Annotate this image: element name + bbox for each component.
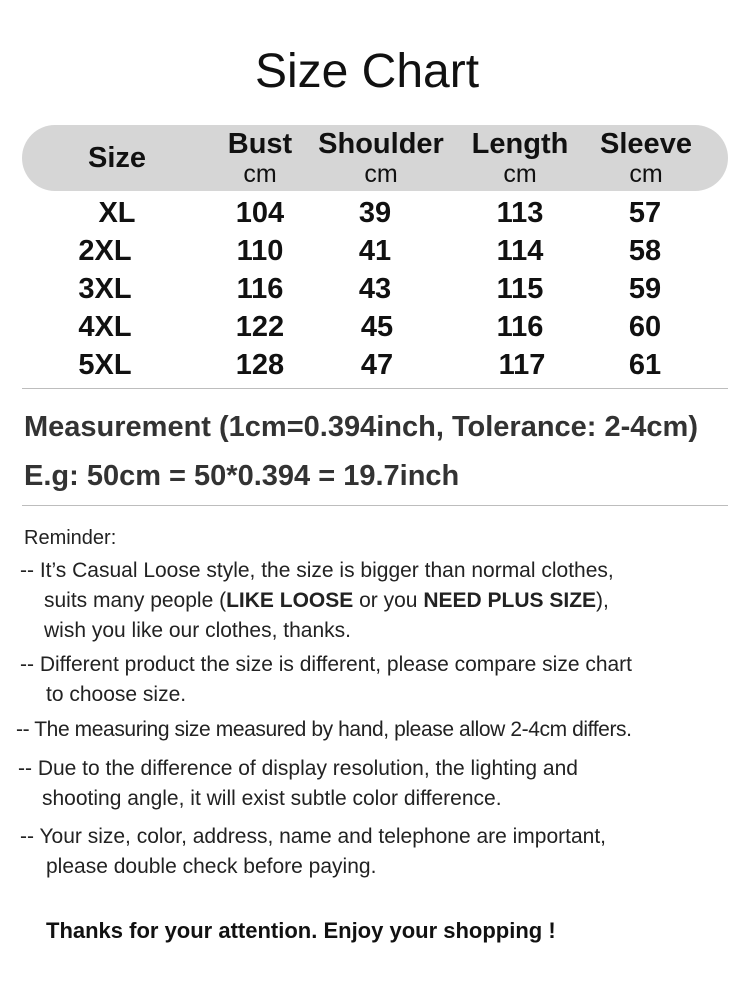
note-line: -- It’s Casual Loose style, the size is bigger than normal clothes, [20, 559, 614, 582]
header-sleeve [590, 128, 702, 188]
cell-length: 114 [496, 235, 544, 267]
header-length-label: Length [471, 128, 569, 160]
reminder-note-color [18, 754, 578, 814]
cell-shoulder: 39 [358, 197, 392, 229]
cell-shoulder: 41 [358, 235, 392, 267]
header-length-unit: cm [503, 160, 537, 188]
header-size: Size [87, 142, 147, 174]
note-text: suits many people ( [44, 589, 227, 612]
table-row [0, 308, 750, 346]
table-row [0, 346, 750, 384]
cell-bust: 110 [236, 235, 284, 267]
header-length [463, 128, 577, 188]
cell-size: XL [98, 197, 136, 229]
note-emphasis: LIKE LOOSE [226, 589, 354, 612]
cell-length: 113 [496, 197, 544, 229]
page-title: Size Chart [254, 45, 480, 98]
note-text: or you [353, 589, 424, 612]
cell-bust: 104 [235, 197, 285, 229]
note-line: to choose size. [46, 683, 187, 706]
note-line: wish you like our clothes, thanks. [44, 619, 351, 642]
cell-sleeve: 60 [628, 311, 662, 343]
cell-sleeve: 61 [628, 349, 662, 381]
cell-sleeve: 58 [628, 235, 662, 267]
cell-length: 116 [496, 311, 544, 343]
cell-bust: 116 [236, 273, 284, 305]
header-shoulder [310, 128, 452, 188]
header-shoulder-label: Shoulder [318, 128, 444, 160]
note-emphasis: NEED PLUS SIZE [423, 589, 597, 612]
conversion-example: E.g: 50cm = 50*0.394 = 19.7inch [24, 460, 460, 492]
reminder-note-measuring [16, 715, 632, 745]
divider [22, 388, 728, 389]
note-line [20, 586, 614, 616]
note-line: -- Different product the size is different, please compare size chart [20, 653, 633, 676]
header-shoulder-unit: cm [364, 160, 398, 188]
cell-shoulder: 47 [360, 349, 394, 381]
table-row [0, 194, 750, 232]
cell-sleeve: 59 [628, 273, 662, 305]
cell-length: 115 [496, 273, 544, 305]
cell-length: 117 [498, 349, 546, 381]
reminder-note-check [20, 822, 606, 882]
cell-size: 4XL [78, 311, 132, 343]
header-sleeve-label: Sleeve [600, 128, 692, 160]
cell-bust: 122 [235, 311, 285, 343]
reminder-note-product [20, 650, 632, 710]
thanks-message: Thanks for your attention. Enjoy your shopping ! [46, 918, 556, 943]
note-line: -- Due to the difference of display resolution, the lighting and [18, 757, 578, 780]
note-line: shooting angle, it will exist subtle color difference. [42, 787, 502, 810]
note-line: please double check before paying. [46, 855, 377, 878]
cell-size: 2XL [78, 235, 132, 267]
table-row [0, 232, 750, 270]
cell-sleeve: 57 [628, 197, 662, 229]
header-sleeve-unit: cm [629, 160, 663, 188]
header-bust-unit: cm [243, 160, 277, 188]
cell-shoulder: 43 [358, 273, 392, 305]
measurement-note: Measurement (1cm=0.394inch, Tolerance: 2-4cm) [24, 411, 698, 443]
divider [22, 505, 728, 506]
header-bust-label: Bust [227, 128, 293, 160]
table-row [0, 270, 750, 308]
cell-shoulder: 45 [360, 311, 394, 343]
reminder-note-style [20, 556, 614, 646]
note-line: -- Your size, color, address, name and telephone are important, [20, 825, 607, 848]
cell-size: 3XL [78, 273, 132, 305]
header-bust [210, 128, 310, 188]
reminder-title: Reminder: [24, 527, 117, 549]
note-text: ), [596, 589, 609, 612]
cell-size: 5XL [78, 349, 132, 381]
note-line: -- The measuring size measured by hand, please allow 2-4cm differs. [16, 718, 632, 741]
cell-bust: 128 [235, 349, 285, 381]
